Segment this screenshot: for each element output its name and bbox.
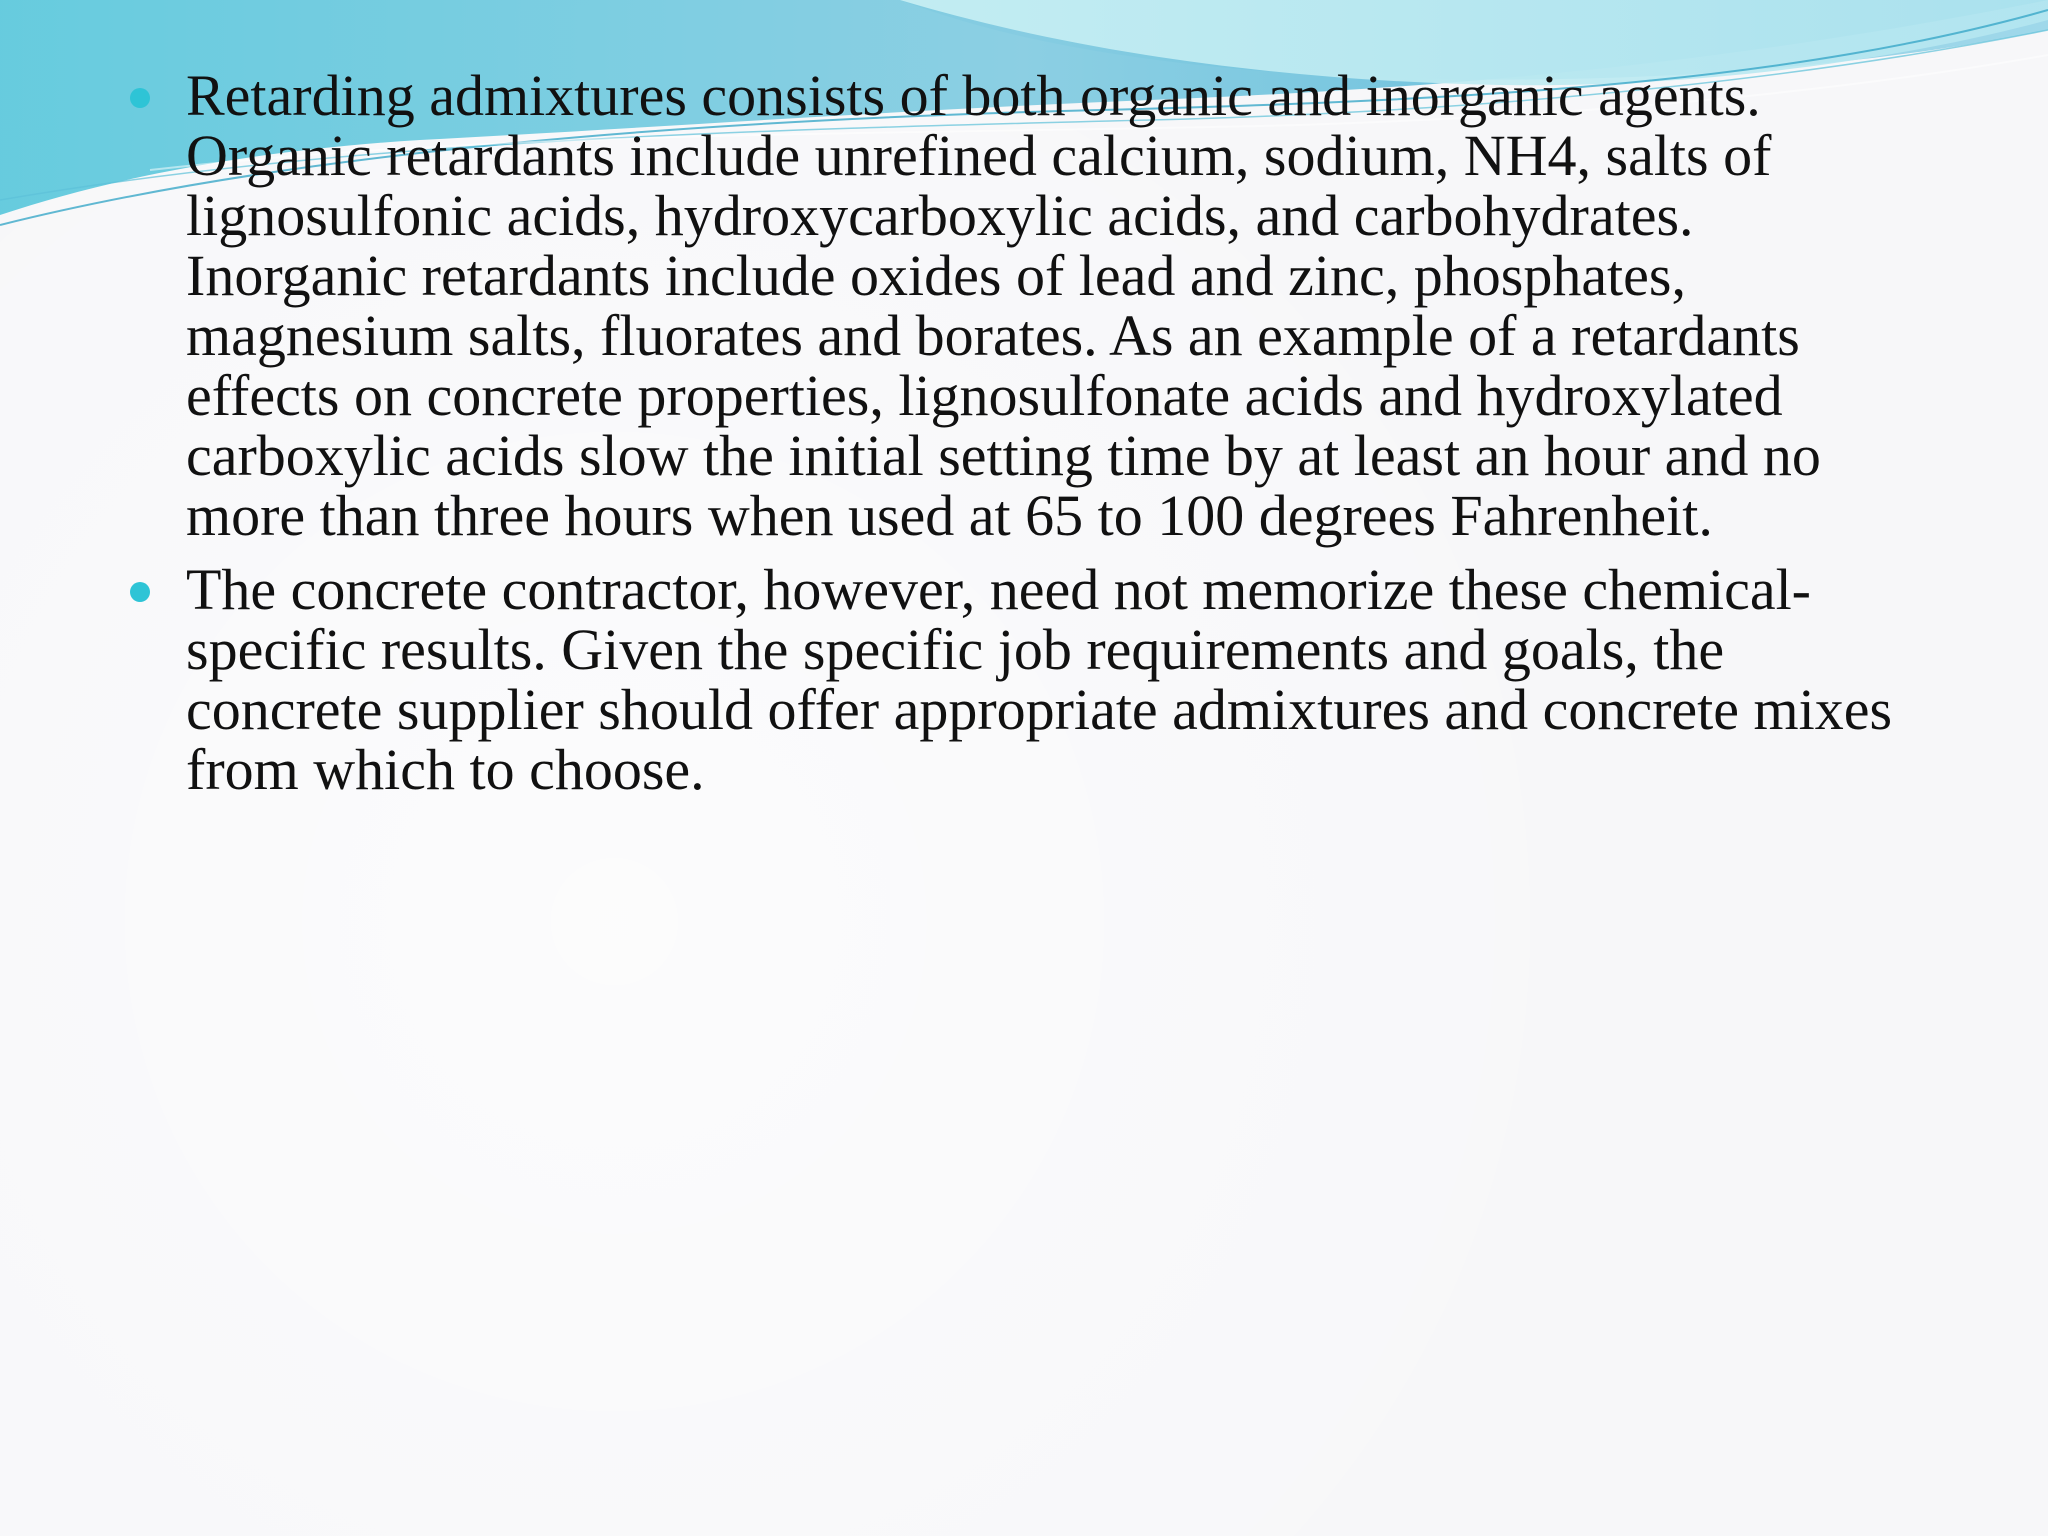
bullet-text: The concrete contractor, however, need not memorize these chemical-specific results. Given the specific job requirements and goals, the concrete supplier should offer appropriate admixtures and concrete mixes from which to choose.: [186, 557, 1893, 802]
bullet-item: [130, 63, 1910, 548]
bullet-list: [130, 63, 1910, 802]
bullet-dot-icon: [130, 582, 150, 602]
slide-content: [130, 63, 1910, 814]
bullet-item: [130, 557, 1910, 802]
bullet-dot-icon: [130, 88, 150, 108]
bullet-text: Retarding admixtures consists of both organic and inorganic agents. Organic retardants include unrefined calcium, sodium, NH4, salts of lignosulfonic acids, hydroxycarboxylic acids, and carbohydrates. Inorganic retardants include oxides of lead and zinc, phosphates, magnesium salts, fluorates and borates. As an example of a retardants effects on concrete properties, lignosulfonate acids and hydroxylated carboxylic acids slow the initial setting time by at least an hour and no more than three hours when used at 65 to 100 degrees Fahrenheit.: [186, 63, 1821, 548]
